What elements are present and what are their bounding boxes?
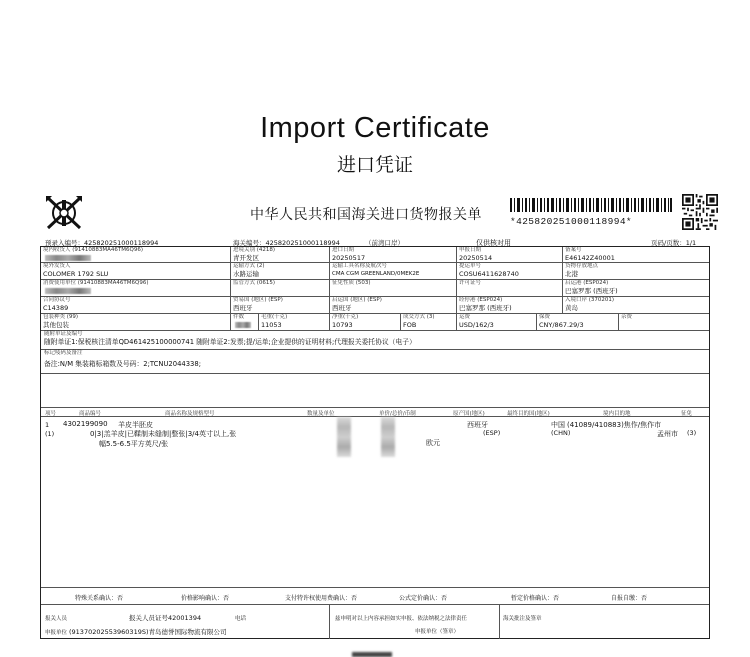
bill-of-lading-cell: 提运单号 COSU6411628740 (457, 263, 563, 279)
consumer-cell: 消费使用单位 (91410883MA46TM6Q96) (41, 280, 231, 296)
supervision-cell: 监管方式 (0615) (231, 280, 330, 296)
package-cell: 包装种类 (99) 其他包装 (41, 314, 231, 330)
form-title: 中华人民共和国海关进口货物报关单 (250, 207, 482, 223)
customs-number: 海关编号：425820251000118994 (233, 239, 340, 247)
barcode-icon (510, 198, 672, 212)
verification-note: 仅供核对用 (476, 239, 511, 247)
goods-header-row: 项号 商品编号 商品名称及规格型号 数量及单位 单价/总价/币制 原产国(地区) 最终目的国(地区) 境内目的地 征免 (41, 407, 709, 417)
pieces-cell: 件数 (231, 314, 259, 330)
document-title: Import Certificate (260, 112, 490, 144)
cropped-mark (352, 652, 392, 657)
insurance-cell: 保费 CNY/867.29/3 (537, 314, 619, 330)
import-date-cell: 进口日期 20250517 (330, 247, 457, 262)
qr-code-icon (682, 194, 718, 230)
misc-cell: 杂费 (621, 314, 633, 320)
document-subtitle: 进口凭证 (336, 154, 413, 176)
form-row-5 (41, 314, 709, 331)
form-row-2 (41, 263, 709, 280)
form-row-1 (41, 247, 709, 263)
entry-port-cell: 入境口岸 (370201) 黄岛 (565, 297, 615, 312)
redacted-quantity (337, 417, 351, 457)
deal-cell: 成交方式 (3) FOB (401, 314, 457, 330)
customs-emblem-icon (44, 194, 86, 232)
confirmation-row: 特殊关系确认：否 价格影响确认：否 支付特许权使用费确认：否 公式定价确认：否 暂定价格确认：否 自报自缴：否 (41, 587, 709, 605)
transit-port-cell: 经停港 (ESP024) 巴塞罗那 (西班牙) (457, 297, 563, 313)
shipper-cell: 境外发货人 COLOMER 1792 SLU (41, 263, 231, 279)
entry-customs-cell: 进境关别 (4218) 青开发区 (231, 247, 330, 262)
barcode (510, 197, 672, 227)
net-weight-cell: 净重(千克) 10793 (330, 314, 401, 330)
redacted-text (45, 288, 91, 294)
freight-cell: 运费 USD/162/3 (457, 314, 537, 330)
gross-weight-cell: 毛重(千克) 11053 (259, 314, 330, 330)
page-number: 页码/页数：1/1 (651, 239, 697, 247)
levy-cell: 征免性质 (503) (330, 280, 457, 296)
redacted-text (45, 255, 91, 261)
license-cell: 许可证号 (457, 280, 563, 296)
trade-country-cell: 贸易国 (地区) (ESP) 西班牙 (231, 297, 330, 313)
transport-cell: 运输方式 (2) 水路运输 (231, 263, 330, 279)
port-name: （前湾口岸） (365, 239, 404, 247)
barcode-text: *425820251000118994* (510, 216, 633, 227)
declare-date-cell: 申报日期 20250514 (457, 247, 563, 262)
departure-port-cell: 启运港 (ESP024) 巴塞罗那 (西班牙) (565, 280, 618, 295)
redacted-text (235, 322, 251, 328)
form-row-3 (41, 280, 709, 297)
origin-country-cell: 启运国 (地区) (ESP) 西班牙 (330, 297, 457, 313)
declaration-form: 境内收货人 (91410883MA46TM6Q96) 进境关别 (4218) 青开发区 进口日期 20250517 申报日期 20250514 备案号 E46142Z40001 境外发货人 COLOMER 1792 SLU 运输方式 (2) 水路运输 运输工具名称及航次号 CMA CGM GREENLAND/0MEK2E 提运单号 COSU6411628740 货物存放地点 北港 消费使用单位 (91410883MA46TM6Q96) 监管方式 (0615) 征免性质 (503) 许可证号 启运港 (ESP024) 巴塞罗那 (西班牙) 合同协议号 C14389 贸易国 (地区) (ESP) 西班牙 启运国 (地区) (ESP) 西班牙 经停港 (ESP024) 巴塞罗那 (西班牙) 入境口岸 (370201) 黄岛 包装种类 (99) 其他包装 件数 毛重(千克) 11053 净重(千克) 10793 成交方式 (3) FOB 运费 USD/162/3 保费 CNY/867.29/3 杂费 随附单证及编号 随附单证1:保税核注清单QD461425100000741 随附单证2:发票;提/运单;企业提供的证明材料;代理报关委托协议（电子） 标记唛码及备注 备注:N/M 集装箱标箱数及号码：2;TCNU2044338; 项号 商品编号 商品名称及规格型号 数量及单位 单价/总价/币制 原产国(地区) 最终目的国(地区) 境内目的地 征免 1 (1) 4302199090 羊皮半胚皮 0|3|羔羊皮|已鞣制未缝制|整张|3/4英寸以上,张 幅5.5-6.5平方英尺/张 欧元 西班牙 (ESP) 中国 (CHN) (41089/410883)焦作/焦作市 孟州市 (3) 特殊关系确认：否 价格影响确认：否 支付特许权使用费确认：否 公式定价确认：否 暂定价格确认：否 自报自缴：否 报关人员 报关人员证号42001394 电话 兹申明对以上内容承担如实申报、依法纳税之法律责任 海关批注及签章 申报单位 (91370202553960319S)青岛德誉国际物流有限公司 申报单位（签章） (40, 246, 710, 639)
marks-row: 标记唛码及备注 备注:N/M 集装箱标箱数及号码：2;TCNU2044338; (41, 350, 709, 374)
record-no-cell: 备案号 E46142Z40001 (565, 247, 615, 262)
documents-row: 随附单证及编号 随附单证1:保税核注清单QD461425100000741 随附单证2:发票;提/运单;企业提供的证明材料;代理报关委托协议（电子） (41, 331, 709, 350)
pre-entry-number: 预录入编号：425820251000118994 (45, 239, 159, 247)
redacted-price (381, 417, 395, 457)
storage-cell: 货物存放地点 北港 (565, 263, 599, 278)
consignee-cell: 境内收货人 (91410883MA46TM6Q96) (41, 247, 231, 262)
contract-cell: 合同协议号 C14389 (41, 297, 231, 313)
vessel-cell: 运输工具名称及航次号 CMA CGM GREENLAND/0MEK2E (330, 263, 457, 279)
form-row-4 (41, 297, 709, 314)
